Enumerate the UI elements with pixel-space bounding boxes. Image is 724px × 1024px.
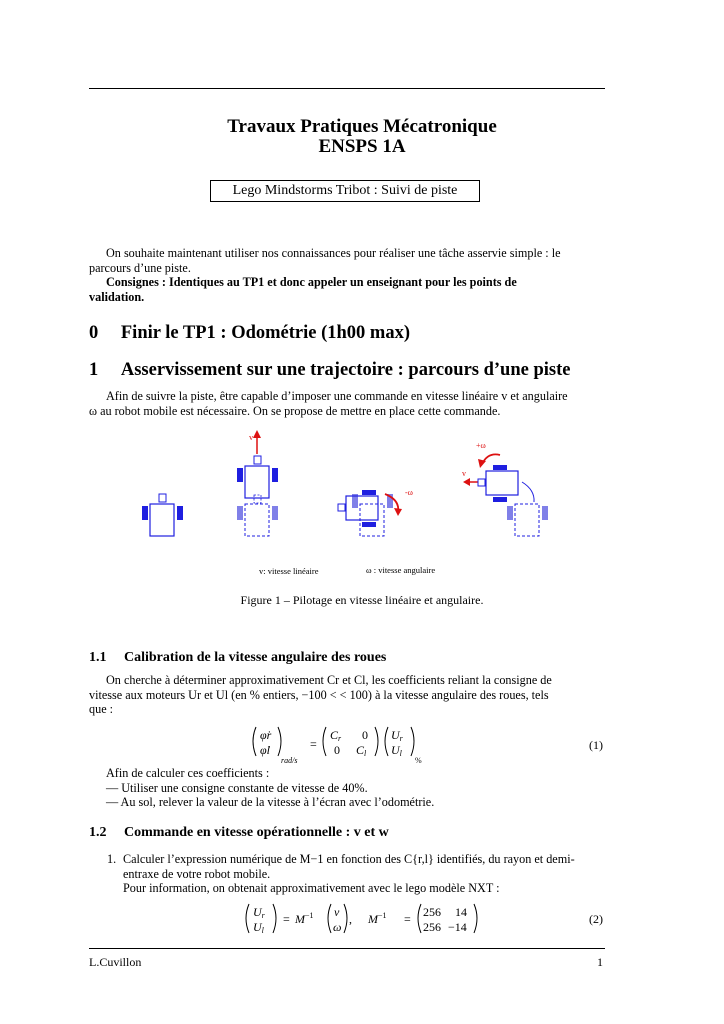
matrix-cell-11: 256 (423, 905, 441, 919)
rotation-arrow (482, 454, 500, 464)
equation-2 (243, 902, 493, 940)
svg-text:φ̇l: φ̇l (260, 743, 270, 757)
matrix-cell-22: −14 (448, 920, 467, 934)
ghost-left-wheel (237, 506, 243, 520)
bottom-wheel (362, 522, 376, 527)
instructions-line-2: validation. (89, 289, 145, 304)
robot-caster (254, 456, 261, 464)
arrow-head (394, 508, 402, 516)
intro-paragraph (89, 246, 605, 304)
svg-text:Ur: Ur (391, 728, 403, 743)
svg-text:=: = (310, 737, 317, 751)
equation-1-number: (1) (589, 738, 603, 752)
footer-author: L.Cuvillon (89, 955, 142, 969)
right-wheel (272, 468, 278, 482)
item-line-1: Calculer l’expression numérique de M−1 en fonction des C{r,l} identifiés, du rayon et demi- (123, 852, 575, 866)
task-list-item-1 (107, 852, 605, 896)
ghost-right-wheel (542, 506, 548, 520)
robot-caster (478, 479, 485, 486)
section-1-line-1: Afin de suivre la piste, être capable d’imposer une commande en vitesse linéaire v et angulaire (106, 389, 568, 403)
ghost-left-wheel (507, 506, 513, 520)
svg-text:v: v (334, 905, 340, 919)
steps-intro: Afin de calculer ces coefficients : (106, 766, 270, 780)
header-rule (89, 88, 605, 89)
figure-caption: Figure 1 – Pilotage en vitesse linéaire et angulaire. (240, 593, 484, 607)
robot-body (150, 504, 174, 536)
robot-combined (462, 441, 548, 536)
matrix-cell-21: 256 (423, 920, 441, 934)
equation-2-number: (2) (589, 912, 603, 926)
page-number: 1 (597, 955, 603, 969)
svg-text:=: = (283, 912, 290, 926)
svg-text:Ul: Ul (391, 743, 402, 758)
ghost-caster (254, 495, 261, 503)
section-0-title: Finir le TP1 : Odométrie (1h00 max) (120, 323, 410, 343)
document-title: Travaux Pratiques Mécatronique (227, 116, 497, 137)
trajectory-arc (522, 482, 534, 502)
section-0-heading (89, 323, 410, 344)
sub11-line-3: que : (89, 702, 114, 717)
robot-linear (237, 430, 278, 536)
step-bullet-1: — Utiliser une consigne constante de vitesse de 40%. (106, 780, 368, 795)
svg-text:Cr: Cr (330, 728, 342, 743)
svg-text:0: 0 (362, 728, 368, 742)
minus-omega-label: -ω (405, 488, 413, 497)
svg-text:Ul: Ul (253, 920, 264, 935)
subsection-1-2-number: 1.2 (89, 825, 107, 840)
intro-line-2: parcours d’une piste. (89, 260, 191, 275)
robot-caster (159, 494, 166, 502)
svg-text:Ur: Ur (253, 905, 265, 920)
ghost-right-wheel (272, 506, 278, 520)
robot-diagram-figure (130, 430, 570, 585)
subsection-1-2-title: Commande en vitesse opérationnelle : v et w (124, 825, 389, 840)
matrix-cell-12: 14 (455, 905, 467, 919)
plus-omega-label: +ω (476, 441, 486, 450)
item-number: 1. (107, 852, 117, 866)
right-wheel (177, 506, 183, 520)
equation-1 (250, 724, 450, 768)
svg-text:0: 0 (334, 743, 340, 757)
section-1-heading (89, 360, 570, 381)
sub11-line-2: vitesse aux moteurs Ur et Ul (en % entiers, −100 < < 100) à la vitesse angulaire des roues, tels (89, 687, 549, 702)
section-0-number: 0 (89, 323, 99, 343)
svg-text:Cl: Cl (356, 743, 367, 758)
section-1-number: 1 (89, 360, 99, 380)
svg-text:,: , (349, 912, 352, 926)
left-wheel (237, 468, 243, 482)
subsection-1-2-heading (89, 825, 389, 841)
section-1-line-2: ω au robot mobile est nécessaire. On se propose de mettre en place cette commande. (89, 403, 501, 418)
section-1-paragraph (89, 389, 605, 418)
ghost-body (515, 504, 539, 536)
legend-linear-velocity: v: vitesse linéaire (259, 566, 319, 576)
robot-rotation (338, 488, 413, 536)
arrow-head (253, 430, 261, 438)
bottom-wheel (493, 497, 507, 502)
robot-static (142, 494, 183, 536)
svg-text:=: = (404, 912, 411, 926)
subsection-1-1-title: Calibration de la vitesse angulaire des roues (124, 650, 387, 665)
svg-text:M−1: $M^{-1}$ (368, 911, 387, 926)
top-wheel (362, 490, 376, 495)
robot-body (486, 471, 518, 495)
lab-topic-box: Lego Mindstorms Tribot : Suivi de piste (210, 180, 480, 202)
footer-rule (89, 948, 605, 949)
item-line-2: entraxe de votre robot mobile. (123, 866, 271, 881)
subsection-1-1-heading (89, 650, 386, 666)
sub11-line-1: On cherche à déterminer approximativement Cr et Cl, les coefficients reliant la consigne de (106, 673, 552, 687)
svg-text:φ̇r: φ̇r (260, 728, 272, 742)
arrow-head (463, 478, 470, 486)
legend-angular-velocity: ω : vitesse angulaire (366, 565, 436, 575)
instructions-line-1: Consignes : Identiques au TP1 et donc appeler un enseignant pour les points de (106, 275, 517, 290)
ghost-body (245, 504, 269, 536)
eq1-right-subscript: % (415, 756, 422, 765)
item-line-3: Pour information, on obtenait approximativement avec le lego modèle NXT : (123, 881, 500, 896)
document-subtitle: ENSPS 1A (318, 136, 406, 157)
subsection-1-1-paragraph (89, 673, 605, 717)
svg-text:ω: ω (333, 920, 342, 934)
left-wheel (142, 506, 148, 520)
top-wheel (493, 465, 507, 470)
v-label-rotated: v (462, 469, 466, 478)
step-bullet-2: — Au sol, relever la valeur de la vitesse à l’écran avec l’odométrie. (106, 795, 435, 810)
eq1-left-subscript: rad/s (281, 756, 298, 765)
subsection-1-1-number: 1.1 (89, 650, 107, 665)
robot-body (245, 466, 269, 498)
section-1-title: Asservissement sur une trajectoire : parcours d’une piste (120, 360, 571, 380)
robot-body (346, 496, 378, 520)
v-label: v (249, 432, 254, 442)
robot-caster (338, 504, 345, 511)
calibration-steps (89, 766, 605, 810)
intro-line-1: On souhaite maintenant utiliser nos connaissances pour réaliser une tâche asservie simple : le (106, 246, 561, 260)
svg-text:M−1: $M^{-1}$ (295, 911, 314, 926)
